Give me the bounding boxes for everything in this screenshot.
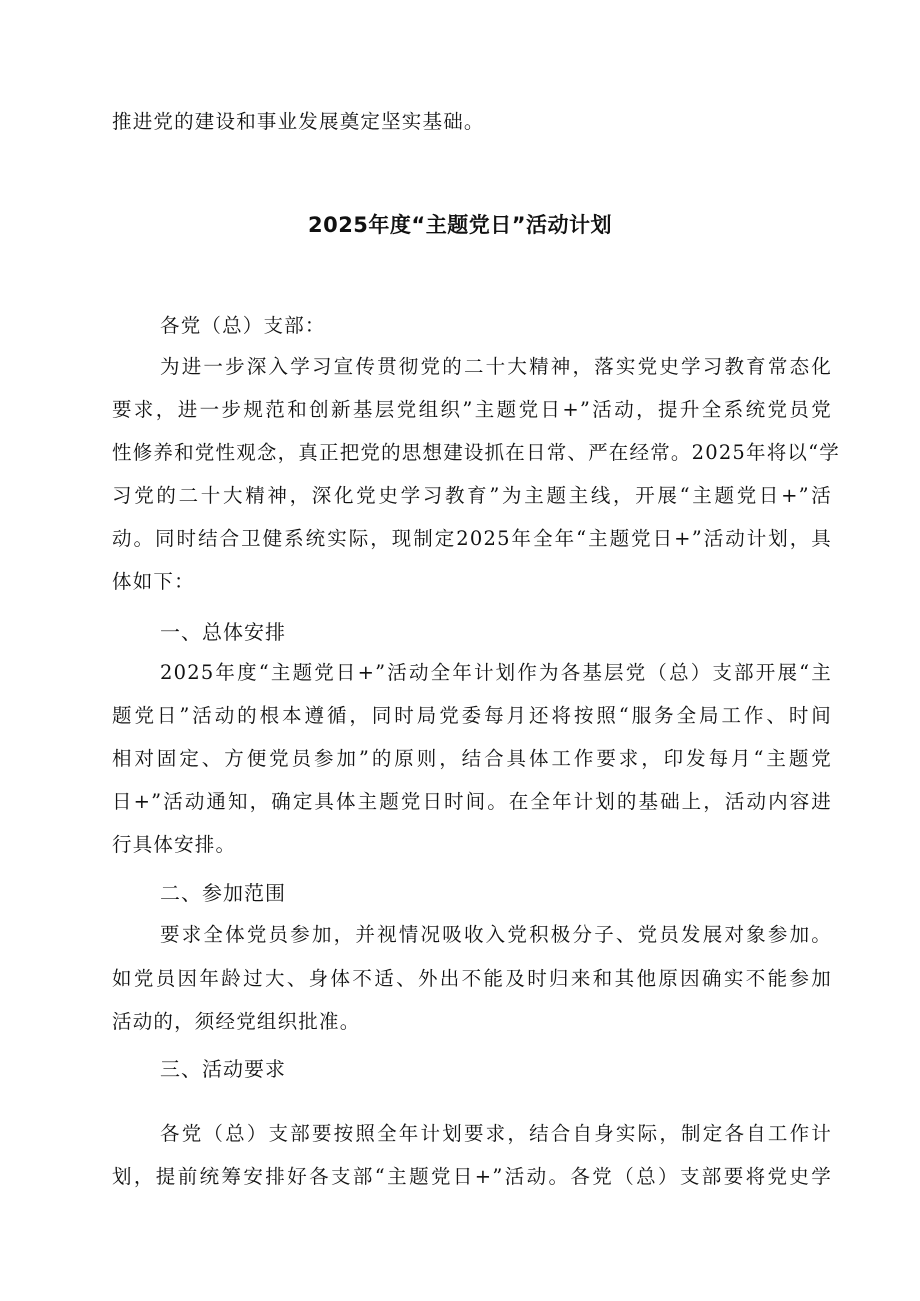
section-2-line-2: 如党员因年龄过大、身体不适、外出不能及时归来和其他原因确实不能参加 (112, 967, 832, 990)
greeting: 各党（总）支部： (160, 314, 326, 337)
section-3-heading: 三、活动要求 (160, 1057, 286, 1081)
section-1-line-5: 行具体安排。 (112, 833, 237, 856)
opening-line-1: 为进一步深入学习宣传贯彻党的二十大精神，落实党史学习教育常态化 (160, 355, 832, 378)
opening-line-2: 要求，进一步规范和创新基层党组织”主题党日+”活动，提升全系统党员党 (112, 398, 832, 421)
opening-line-3: 性修养和党性观念，真正把党的思想建设抓在日常、严在经常。2025年将以“学 (112, 441, 840, 464)
section-2-line-3: 活动的，须经党组织批准。 (112, 1010, 361, 1033)
section-1-heading: 一、总体安排 (160, 620, 286, 644)
section-2-heading: 二、参加范围 (160, 881, 286, 905)
section-1-line-3: 相对固定、方便党员参加”的原则，结合具体工作要求，印发每月“主题党 (112, 747, 832, 770)
section-1-line-1: 2025年度“主题党日+”活动全年计划作为各基层党（总）支部开展“主 (160, 661, 832, 684)
section-3-line-1: 各党（总）支部要按照全年计划要求，结合自身实际，制定各自工作计 (160, 1122, 832, 1145)
opening-line-5: 动。同时结合卫健系统实际，现制定2025年全年“主题党日+”活动计划，具 (112, 527, 832, 550)
opening-line-6: 体如下： (112, 570, 195, 593)
section-1-line-2: 题党日”活动的根本遵循，同时局党委每月还将按照“服务全局工作、时间 (112, 704, 832, 727)
section-1-line-4: 日+”活动通知，确定具体主题党日时间。在全年计划的基础上，活动内容进 (112, 790, 832, 813)
section-2-line-1: 要求全体党员参加，并视情况吸收入党积极分子、党员发展对象参加。 (160, 923, 832, 946)
document-title: 2025年度“主题党日”活动计划 (307, 213, 613, 237)
opening-line-4: 习党的二十大精神，深化党史学习教育”为主题主线，开展“主题党日+”活 (112, 484, 832, 507)
section-3-line-2: 划，提前统筹安排好各支部“主题党日+”活动。各党（总）支部要将党史学 (112, 1165, 832, 1188)
intro-closing-line: 推进党的建设和事业发展奠定坚实基础。 (112, 110, 485, 133)
